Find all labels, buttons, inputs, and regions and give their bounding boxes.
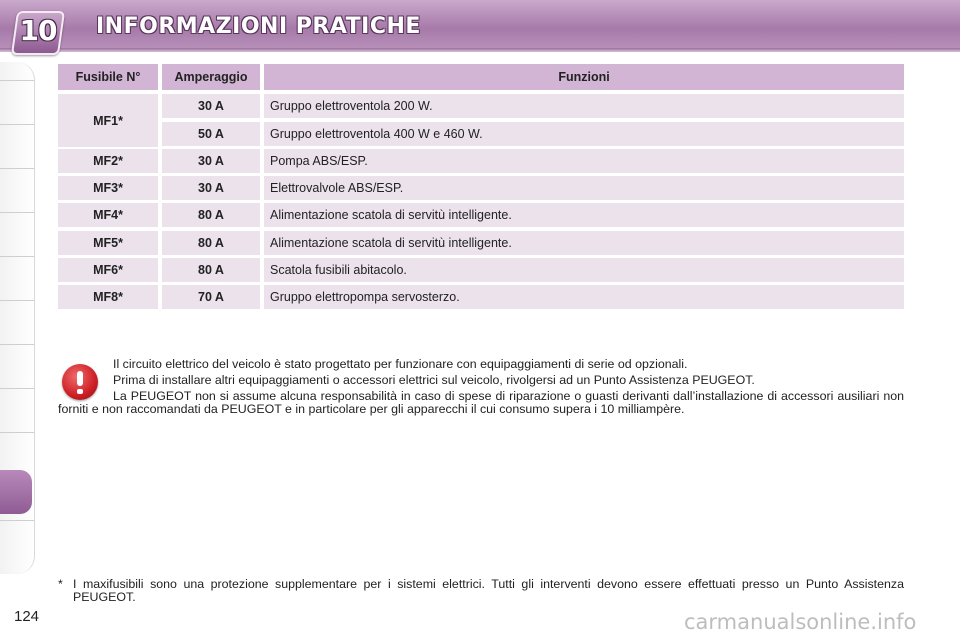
fuse-cell: MF8*: [58, 285, 158, 309]
header-functions: Funzioni: [264, 64, 904, 90]
function-cell: Alimentazione scatola di servitù intelligente.: [264, 231, 904, 255]
header-fuse: Fusibile N°: [58, 64, 158, 90]
function-cell: Gruppo elettroventola 400 W e 460 W.: [264, 122, 904, 146]
table-header-row: [58, 64, 904, 90]
fuse-cell: MF1*: [58, 94, 158, 147]
fuse-cell: MF5*: [58, 231, 158, 255]
chapter-number: 10: [19, 14, 57, 47]
fuse-cell: MF4*: [58, 203, 158, 227]
amperage-cell: 30 A: [162, 149, 260, 173]
warning-text: [58, 358, 904, 419]
warning-paragraph: Prima di installare altri equipaggiamenti o accessori elettrici sul veicolo, rivolgersi ad un Punto Assistenza PEUGEOT.: [113, 373, 755, 387]
table-row: [58, 149, 904, 173]
active-chapter-tab[interactable]: [0, 470, 32, 514]
tab-divider: [0, 432, 34, 433]
amperage-cell: 80 A: [162, 203, 260, 227]
amperage-cell: 80 A: [162, 258, 260, 282]
warning-paragraph: Il circuito elettrico del veicolo è stato progettato per funzionare con equipaggiamenti di serie od opzionali.: [113, 357, 688, 371]
tab-divider: [0, 520, 34, 521]
header-amperage: Amperaggio: [162, 64, 260, 90]
tab-divider: [0, 212, 34, 213]
table-row: [58, 176, 904, 200]
page-number: 124: [14, 608, 40, 625]
function-cell: Gruppo elettroventola 200 W.: [264, 94, 904, 118]
tab-divider: [0, 256, 34, 257]
table-row: [58, 94, 904, 118]
tab-divider: [0, 168, 34, 169]
watermark: carmanualsonline.info: [684, 610, 917, 634]
amperage-cell: 50 A: [162, 122, 260, 146]
function-cell: Scatola fusibili abitacolo.: [264, 258, 904, 282]
table-row: [58, 122, 904, 146]
function-cell: Pompa ABS/ESP.: [264, 149, 904, 173]
tab-divider: [0, 80, 34, 81]
tab-divider: [0, 300, 34, 301]
tab-divider: [0, 388, 34, 389]
amperage-cell: 80 A: [162, 231, 260, 255]
function-cell: Gruppo elettropompa servosterzo.: [264, 285, 904, 309]
fuse-cell: MF6*: [58, 258, 158, 282]
amperage-cell: 30 A: [162, 176, 260, 200]
function-cell: Elettrovalvole ABS/ESP.: [264, 176, 904, 200]
amperage-cell: 70 A: [162, 285, 260, 309]
fuse-cell: MF3*: [58, 176, 158, 200]
footnote-text: I maxifusibili sono una protezione supplementare per i sistemi elettrici. Tutti gli interventi devono essere effettuati presso un Punto Assistenza PEUGEOT.: [73, 577, 904, 604]
table-row: [58, 258, 904, 282]
tab-divider: [0, 124, 34, 125]
footnote-marker: *: [58, 577, 63, 591]
table-row: [58, 203, 904, 227]
fuse-cell: MF2*: [58, 149, 158, 173]
tab-divider: [0, 344, 34, 345]
page-title: INFORMAZIONI PRATICHE: [96, 14, 421, 39]
table-row: [58, 285, 904, 309]
amperage-cell: 30 A: [162, 94, 260, 118]
table-row: [58, 231, 904, 255]
function-cell: Alimentazione scatola di servitù intelligente.: [264, 203, 904, 227]
warning-paragraph: La PEUGEOT non si assume alcuna responsabilità in caso di spese di riparazione o guasti derivanti dall’installazione di accessori ausiliari non forniti e non raccomandati da PEUGEOT e in particolare per gli apparecchi il cui consumo supera i 10 milliampère.: [58, 389, 904, 416]
exclamation-warning-icon: [62, 364, 98, 400]
